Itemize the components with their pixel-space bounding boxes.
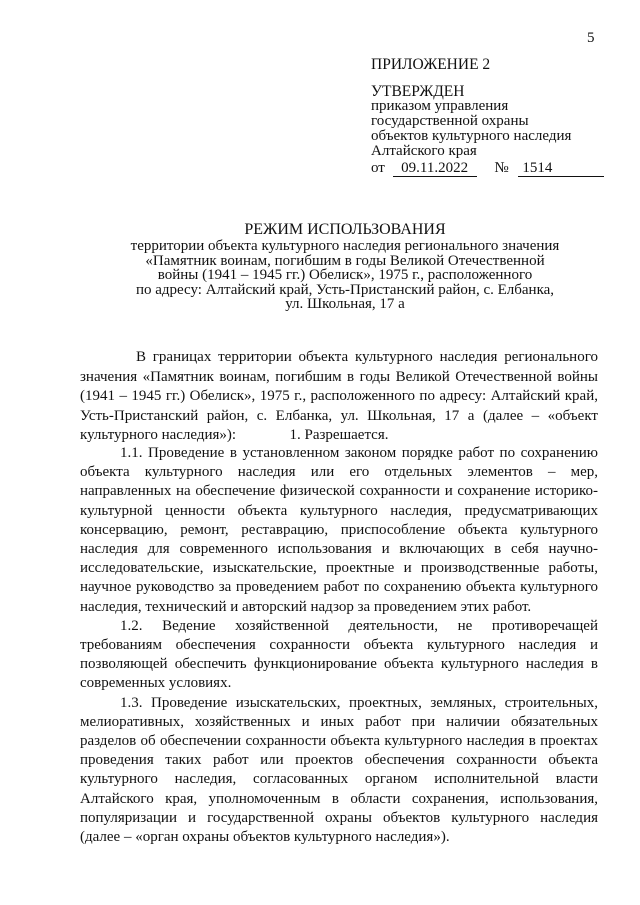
order-number: 1514 (518, 161, 604, 177)
approval-line: объектов культурного наследия (371, 128, 572, 144)
section-item: 1.1. Проведение в установленном законом порядке работ по сохранению объекта культурного наследия или его отдельных элементов – мер, направленных на обеспечение физической сохранности и сохранение историко-культурной ценности объекта культурного наследия, предусматривающих консервацию, ремонт, реставрацию, приспособление объекта культурного наследия для современного использования и включающих в себя научно-исследовательские, изыскательские, проектные и производственные работы, научное руководство за проведением работ по сохранению объекта культурного наследия, технический и авторский надзор за проведением этих работ. (80, 445, 598, 615)
appendix-label: ПРИЛОЖЕНИЕ 2 (371, 56, 491, 73)
title-line: войны (1941 – 1945 гг.) Обелиск», 1975 г., расположенного (157, 267, 533, 283)
section-item: 1.2. Ведение хозяйственной деятельности, не противоречащей требованиям обеспечения сохранности объекта культурного наследия и позволяющей обеспечить функционирование объекта культурного наследия в современных условиях. (80, 617, 598, 692)
intro-paragraph: В границах территории объекта культурного наследия регионального значения «Памятник воинам, погибшим в годы Великой Отечественной войны (1941 – 1945 гг.) Обелиск», 1975 г., расположенного по адресу: Алтайский край, Усть-Пристанский район, с. Елбанка, ул. Школьная, 17 а (далее – «объект культурного наследия»): (80, 349, 598, 444)
title-main: РЕЖИМ ИСПОЛЬЗОВАНИЯ (244, 221, 446, 238)
title-line: «Памятник воинам, погибшим в годы Великой Отечественной (145, 252, 545, 269)
approval-line: Алтайского края (371, 143, 477, 159)
title-line: территории объекта культурного наследия регионального значения (130, 238, 560, 254)
document-title (80, 221, 610, 312)
section-item: 1.3. Проведение изыскательских, проектных, земляных, строительных, мелиоративных, хозяйственных и иных работ при наличии обязательных разделов об обеспечении сохранности объекта культурного наследия в проектах проведения таких работ или проектов обеспечения сохранности объекта культурного наследия, согласованных органом исполнительной власти Алтайского края, уполномоченным в области сохранения, использования, популяризации и государственной охраны объектов культурного наследия (далее – «орган охраны объектов культурного наследия»). (80, 694, 598, 846)
date-prefix: от (371, 160, 385, 176)
title-line: по адресу: Алтайский край, Усть-Пристанский район, с. Елбанка, (135, 281, 555, 298)
page-number: 5 (587, 30, 595, 46)
approval-stamp (371, 57, 604, 177)
section-items (80, 444, 598, 847)
approved-label: УТВЕРЖДЕН (371, 83, 465, 100)
order-details (371, 161, 604, 177)
approval-line: государственной охраны (371, 113, 529, 129)
title-line: ул. Школьная, 17 а (285, 296, 405, 312)
number-label: № (494, 160, 509, 176)
approval-line: приказом управления (371, 98, 509, 114)
section-heading: 1. Разрешается. (289, 427, 389, 443)
order-date: 09.11.2022 (393, 161, 477, 177)
